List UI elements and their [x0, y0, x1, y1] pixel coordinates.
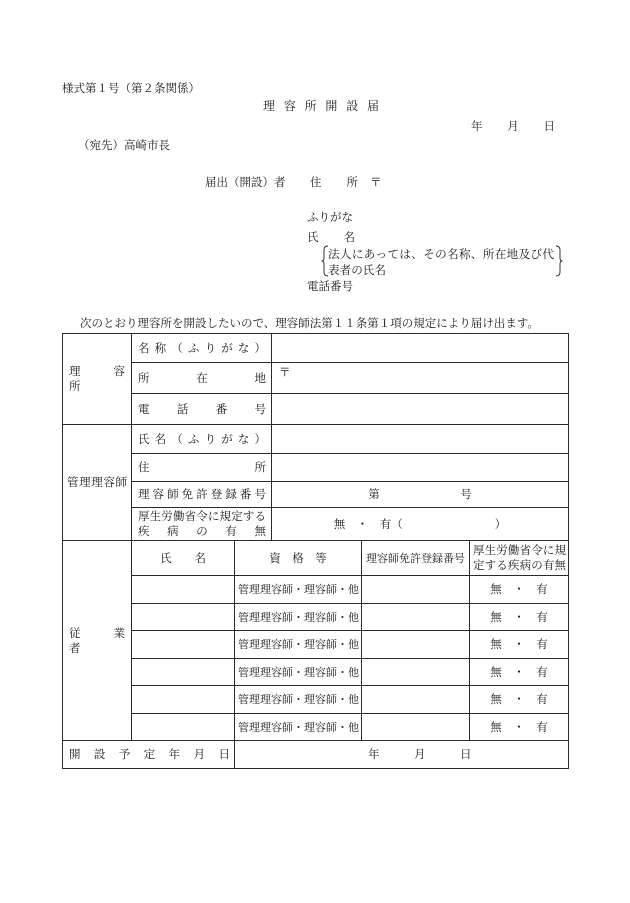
corporate-note-line-1: 法人にあっては、その名称、所在地及び代 — [328, 247, 554, 261]
employee-name-cell — [132, 659, 235, 686]
right-bracket-icon — [555, 245, 563, 277]
table-row — [63, 714, 569, 741]
shop-address-label: 所 在 地 — [132, 363, 272, 394]
applicant-furigana-label: ふりがな — [307, 210, 353, 224]
employee-disease-status: 無 ・ 有 — [470, 576, 569, 604]
table-row — [63, 631, 569, 659]
shop-name-label: 名 称 （ ふ り が な ） — [132, 334, 272, 363]
shop-phone-label: 電 話 番 号 — [132, 394, 272, 425]
submission-date-line: 年 月 日 — [471, 119, 555, 133]
opening-date-row — [63, 741, 569, 769]
notification-table — [62, 333, 569, 769]
employee-license-cell — [362, 604, 470, 631]
table-row — [63, 659, 569, 686]
opening-date-field: 年 月 日 — [235, 741, 569, 769]
employee-license-cell — [362, 714, 470, 741]
manager-name-row — [63, 425, 569, 454]
shop-address-row — [63, 363, 569, 394]
employee-name-cell — [132, 714, 235, 741]
intro-statement: 次のとおり理容所を開設したいので、理容師法第１１条第１項の規定により届け出ます。 — [80, 316, 539, 330]
employee-qualification: 管理理容師・理容師・他 — [235, 576, 362, 604]
employee-qualification: 管理理容師・理容師・他 — [235, 686, 362, 714]
applicant-name-label: 氏 名 — [307, 230, 355, 244]
employee-name-cell — [132, 576, 235, 604]
opening-date-label: 開 設 予 定 年 月 日 — [63, 741, 235, 769]
shop-name-row — [63, 334, 569, 363]
applicant-phone-label: 電話番号 — [307, 279, 353, 293]
employees-disease-header-line-1: 厚生労働省令に規 — [473, 543, 566, 557]
manager-license-label: 理容師免許登録番号 — [132, 482, 272, 508]
corporate-note-text — [328, 246, 554, 278]
shop-name-field — [272, 334, 569, 363]
employee-name-cell — [132, 686, 235, 714]
corporate-note-line-2: 表者の氏名 — [328, 263, 386, 277]
manager-disease-label-line-1: 厚生労働省令に規定する — [138, 509, 266, 523]
corporate-note — [321, 245, 563, 277]
employees-section-label: 従 業 者 — [63, 541, 132, 741]
table-row — [63, 686, 569, 714]
manager-disease-row — [63, 508, 569, 541]
employee-qualification: 管理理容師・理容師・他 — [235, 659, 362, 686]
employee-license-cell — [362, 659, 470, 686]
applicant-label: 届出（開設）者 — [205, 175, 286, 189]
table-row — [63, 604, 569, 631]
employee-qualification: 管理理容師・理容師・他 — [235, 631, 362, 659]
employee-name-cell — [132, 631, 235, 659]
shop-address-field: 〒 — [272, 363, 569, 394]
employees-name-header: 氏 名 — [132, 541, 235, 576]
employee-disease-status: 無 ・ 有 — [470, 631, 569, 659]
manager-license-row — [63, 482, 569, 508]
manager-name-label: 氏 名 （ ふ り が な ） — [132, 425, 272, 454]
employee-license-cell — [362, 631, 470, 659]
shop-phone-row — [63, 394, 569, 425]
shop-section-label: 理 容 所 — [63, 334, 132, 425]
employees-license-header: 理容師免許登録番号 — [362, 541, 470, 576]
manager-name-field — [272, 425, 569, 454]
employee-disease-status: 無 ・ 有 — [470, 659, 569, 686]
form-number: 様式第１号（第２条関係） — [62, 81, 200, 95]
manager-disease-field: 無 ・ 有（ ） — [272, 508, 569, 541]
manager-address-row — [63, 454, 569, 482]
employee-license-cell — [362, 576, 470, 604]
manager-disease-label — [132, 508, 272, 541]
document-title: 理 容 所 開 設 届 — [263, 99, 379, 113]
applicant-postal-mark: 〒 — [370, 175, 382, 189]
manager-license-field: 第 号 — [272, 482, 569, 508]
applicant-address-label: 住 所 — [310, 175, 358, 189]
employees-disease-header — [470, 541, 569, 576]
employees-header-row — [63, 541, 569, 576]
employee-name-cell — [132, 604, 235, 631]
table-row — [63, 576, 569, 604]
manager-address-field — [272, 454, 569, 482]
shop-phone-field — [272, 394, 569, 425]
addressee: （宛先）高崎市長 — [78, 138, 170, 152]
employee-license-cell — [362, 686, 470, 714]
employees-disease-header-line-2: 定する疾病の有無 — [473, 558, 566, 572]
employees-qualification-header: 資 格 等 — [235, 541, 362, 576]
employee-qualification: 管理理容師・理容師・他 — [235, 604, 362, 631]
manager-section-label: 管理理容師 — [63, 425, 132, 541]
employee-disease-status: 無 ・ 有 — [470, 604, 569, 631]
employee-disease-status: 無 ・ 有 — [470, 686, 569, 714]
manager-address-label: 住 所 — [132, 454, 272, 482]
employee-qualification: 管理理容師・理容師・他 — [235, 714, 362, 741]
manager-disease-label-line-2: 疾 病 の 有 無 — [138, 524, 266, 538]
employee-disease-status: 無 ・ 有 — [470, 714, 569, 741]
